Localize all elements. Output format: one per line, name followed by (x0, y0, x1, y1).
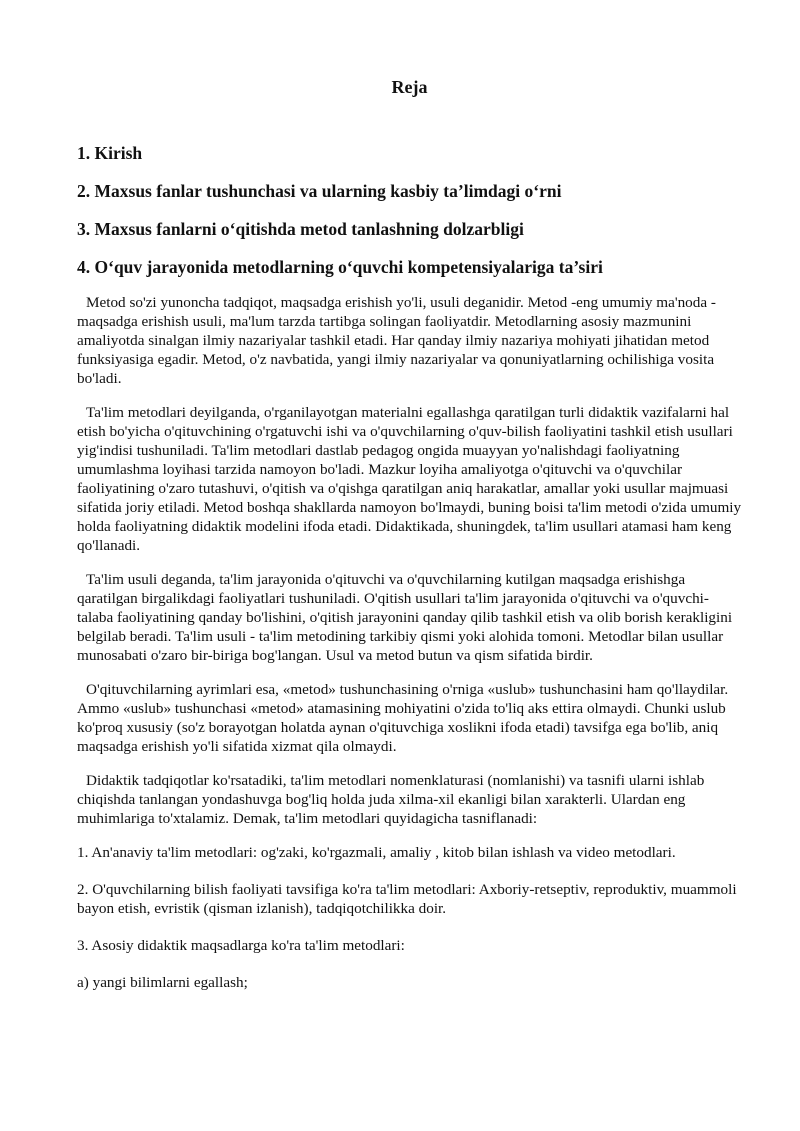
toc-item-3: 3. Maxsus fanlarni o‘qitishda metod tanlashning dolzarbligi (77, 219, 524, 239)
paragraph-talim-metodlari: Ta'lim metodlari deyilganda, o'rganilayotgan materialni egallashga qaratilgan turli didaktik vazifalarni hal etish bo'yicha o'qituvchining o'rgatuvchi ishi va o'quvchilarning o'quv-bilish faoliyatini tashkil etish usullari yig'indisi tushuniladi. Ta'lim metodlari dastlab pedagog ongida muayyan yo'nalishdagi faoliyatning umumlashma loyihasi tarzida namoyon bo'ladi. Mazkur loyiha amaliyotga o'qituvchi va o'quvchilar faoliyatining o'zaro tutashuvi, o'qitish va o'qishga qaratilgan aniq harakatlar, amallar yoki usullar majmuasi sifatida joriy etiladi. Metod boshqa shakllarda namoyon bo'lmaydi, buning boisi ta'lim metodi o'zida umumiy holda faoliyatning didaktik modelini ifoda etadi. Didaktikada, shuningdek, ta'lim usullari atamasi ham keng qo'llanadi. (77, 404, 742, 554)
paragraph-didaktik-tadqiqotlar: Didaktik tadqiqotlar ko'rsatadiki, ta'lim metodlari nomenklaturasi (nomlanishi) va tasnifi ularni ishlab chiqishda tanlangan yondashuvga bog'liq holda juda xilma-xil ekanligi bilan xarakterli. Ulardan eng muhimlariga to'xtalamiz. Demak, ta'lim metodlari quyidagicha tasniflanadi: (77, 772, 705, 827)
paragraph-uslub: O'qituvchilarning ayrimlari esa, «metod» tushunchasining o'rniga «uslub» tushunchasini ham qo'llaydilar. Ammo «uslub» tushunchasi «metod» atamasining mohiyatini o'zida to'liq aks ettira olmaydi. Chunki uslub ko'proq xususiy (so'z borayotgan holatda aynan o'qituvchiga xoslikni ifoda etadi) tavsifga ega bo'lib, aniq maqsadga erishish yo'li sifatida xizmat qila olmaydi. (77, 681, 729, 755)
page-title: Reja (391, 77, 428, 97)
paragraph-talim-usuli: Ta'lim usuli deganda, ta'lim jarayonida o'qituvchi va o'quvchilarning kutilgan maqsadga erishishga qaratilgan birgalikdagi faoliyatlari tushuniladi. O'qitish usullari ta'lim jarayonida o'qituvchi va o'quvchi- talaba faoliyatining qanday bo'lishini, o'qitish jarayonini qanday qilib tashkil etish va olib borish kerakligini belgilab beradi. Ta'lim usuli - ta'lim metodining tarkibiy qismi yoki alohida tomoni. Metodlar bilan usullar munosabati o'zaro bir-biriga bog'langan. Usul va metod butun va qism sifatida birdir. (77, 571, 733, 664)
toc-item-1: 1. Kirish (77, 143, 143, 163)
list-item-3: 3. Asosiy didaktik maqsadlarga ko'ra ta'lim metodlari: (77, 937, 405, 954)
toc-item-4: 4. O‘quv jarayonida metodlarning o‘quvchi kompetensiyalariga ta’siri (77, 257, 603, 277)
toc-item-2: 2. Maxsus fanlar tushunchasi va ularning kasbiy ta’limdagi o‘rni (77, 181, 562, 201)
list-item-1: 1. An'anaviy ta'lim metodlari: og'zaki, ko'rgazmali, amaliy , kitob bilan ishlash va video metodlari. (77, 844, 676, 861)
table-of-contents (77, 141, 742, 279)
paragraph-metod-definition: Metod so'zi yunoncha tadqiqot, maqsadga erishish yo'li, usuli deganidir. Metod -eng umumiy ma'noda - maqsadga erishish usuli, ma'lum tarzda tartibga solingan faoliyatdir. Metodlarning asosiy mazmunini amaliyotda sinalgan ilmiy nazariyalar tashkil etadi. Har qanday ilmiy nazariya mohiyati jihatidan metod funksiyasiga egadir. Metod, o'z navbatida, yangi ilmiy nazariyalar va qonuniyatlarning ochilishiga vosita bo'ladi. (77, 294, 716, 387)
list-item-2: 2. O'quvchilarning bilish faoliyati tavsifiga ko'ra ta'lim metodlari: Axboriy-retseptiv, reproduktiv, muammoli bayon etish, evristik (qisman izlanish), tadqiqotchilikka doir. (77, 881, 737, 917)
list-item-a: a) yangi bilimlarni egallash; (77, 974, 248, 991)
